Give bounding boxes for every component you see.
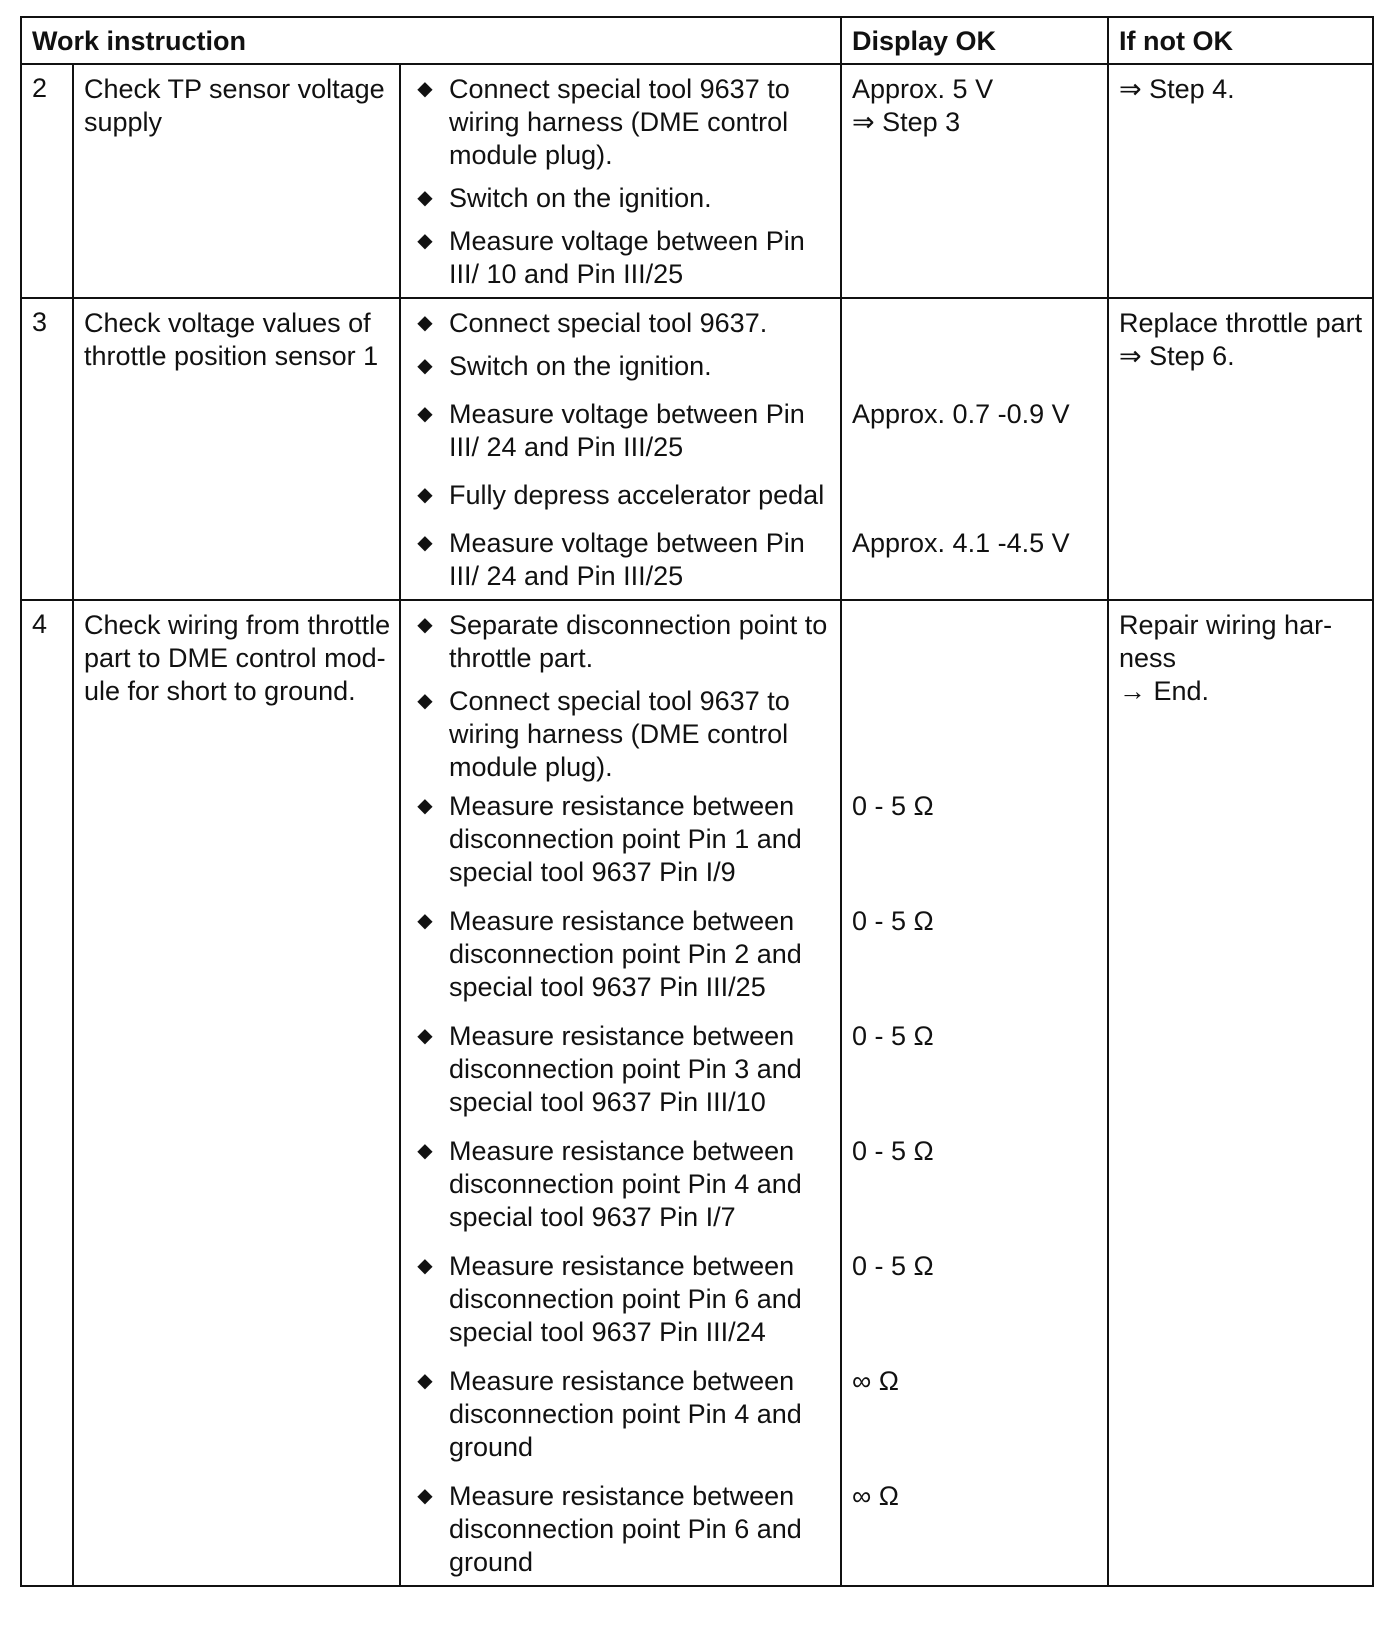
display-ok-cell [841,64,1108,298]
step-instructions [400,64,841,298]
instruction-text: Measure resistance between disconnection point Pin 3 and special tool 9637 Pin III/10 [449,1021,802,1117]
instruction-item [401,609,840,675]
display-ok-value [842,479,1107,512]
display-ok-value: 0 - 5 Ω [852,1251,934,1281]
table-body [21,64,1373,1586]
step-description: Check wiring from throttle part to DME control mod-ule for short to ground. [73,600,400,1586]
instruction-item [401,527,840,593]
diamond-bullet-icon: ◆ [417,312,433,334]
diamond-bullet-icon: ◆ [417,1255,433,1277]
display-ok-value [842,350,1107,383]
diamond-bullet-icon: ◆ [417,1025,433,1047]
header-display-ok: Display OK [841,17,1108,64]
step-description: Check voltage values of throttle position sensor 1 [73,298,400,600]
instruction-item [401,182,840,215]
instruction-item [401,1365,840,1464]
instruction-item [401,307,840,340]
diamond-bullet-icon: ◆ [417,690,433,712]
diamond-bullet-icon: ◆ [417,1370,433,1392]
instruction-text: Measure resistance between disconnection point Pin 2 and special tool 9637 Pin III/25 [449,906,802,1002]
diamond-bullet-icon: ◆ [417,614,433,636]
diamond-bullet-icon: ◆ [417,403,433,425]
step-description: Check TP sensor voltage supply [73,64,400,298]
step-instructions [400,600,841,1586]
instruction-text: Measure resistance between disconnection point Pin 4 and special tool 9637 Pin I/7 [449,1136,802,1232]
instruction-item [401,685,840,784]
work-instruction-sheet [20,16,1372,1587]
instruction-text: Fully depress accelerator pedal [449,480,825,510]
instruction-item [401,1135,840,1234]
instruction-item [401,1480,840,1579]
instruction-text: Switch on the ignition. [449,351,712,381]
display-ok-value: 0 - 5 Ω [852,1136,934,1166]
if-not-ok-action: ⇒ Step 4. [1108,64,1373,298]
instruction-text: Measure voltage between Pin III/ 10 and Pin III/25 [449,226,805,289]
instruction-item [401,225,840,291]
instruction-item [401,790,840,889]
instruction-item [401,398,840,464]
diamond-bullet-icon: ◆ [417,1140,433,1162]
step-number: 4 [21,600,73,1586]
instruction-text: Measure resistance between disconnection point Pin 1 and special tool 9637 Pin I/9 [449,791,802,887]
display-ok-value: Approx. 4.1 -4.5 V [852,528,1070,558]
display-ok-value [842,609,1107,675]
instruction-text: Connect special tool 9637. [449,308,768,338]
instruction-text: Connect special tool 9637 to wiring harness (DME control module plug). [449,74,790,170]
diamond-bullet-icon: ◆ [417,795,433,817]
instruction-item [401,905,840,1004]
display-ok-value [842,182,1107,215]
header-row [21,17,1373,64]
display-ok-value: ∞ Ω [852,1366,899,1396]
step-number: 2 [21,64,73,298]
diamond-bullet-icon: ◆ [417,910,433,932]
display-ok-value: 0 - 5 Ω [852,791,934,821]
instruction-text: Measure resistance between disconnection point Pin 6 and special tool 9637 Pin III/24 [449,1251,802,1347]
instruction-item [401,350,840,383]
instruction-text: Switch on the ignition. [449,183,712,213]
instruction-item [401,1020,840,1119]
instruction-text: Separate disconnection point to throttle part. [449,610,828,673]
diamond-bullet-icon: ◆ [417,1485,433,1507]
instruction-text: Measure voltage between Pin III/ 24 and Pin III/25 [449,399,805,462]
display-ok-cell [841,298,1108,600]
instruction-item [401,1250,840,1349]
work-instruction-table [20,16,1374,1587]
display-ok-value: Approx. 0.7 -0.9 V [852,399,1070,429]
diamond-bullet-icon: ◆ [417,78,433,100]
header-if-not-ok: If not OK [1108,17,1373,64]
diamond-bullet-icon: ◆ [417,484,433,506]
instruction-item [401,73,840,172]
instruction-text: Measure resistance between disconnection point Pin 4 and ground [449,1366,802,1462]
instruction-text: Measure voltage between Pin III/ 24 and Pin III/25 [449,528,805,591]
step-number: 3 [21,298,73,600]
display-ok-cell [841,600,1108,1586]
header-work-instruction: Work instruction [21,17,841,64]
display-ok-value: ∞ Ω [852,1481,899,1511]
display-ok-value [842,225,1107,291]
diamond-bullet-icon: ◆ [417,187,433,209]
display-ok-value [842,685,1107,784]
display-ok-value [842,307,1107,340]
display-ok-value: 0 - 5 Ω [852,1021,934,1051]
if-not-ok-action: Repair wiring har-ness → End. [1108,600,1373,1586]
table-row [21,298,1373,600]
diamond-bullet-icon: ◆ [417,230,433,252]
step-instructions [400,298,841,600]
diamond-bullet-icon: ◆ [417,532,433,554]
display-ok-value: 0 - 5 Ω [852,906,934,936]
table-row [21,600,1373,1586]
diamond-bullet-icon: ◆ [417,355,433,377]
instruction-text: Measure resistance between disconnection point Pin 6 and ground [449,1481,802,1577]
instruction-item [401,479,840,512]
table-row [21,64,1373,298]
if-not-ok-action: Replace throttle part ⇒ Step 6. [1108,298,1373,600]
instruction-text: Connect special tool 9637 to wiring harness (DME control module plug). [449,686,790,782]
display-ok-value: Approx. 5 V ⇒ Step 3 [852,74,994,137]
